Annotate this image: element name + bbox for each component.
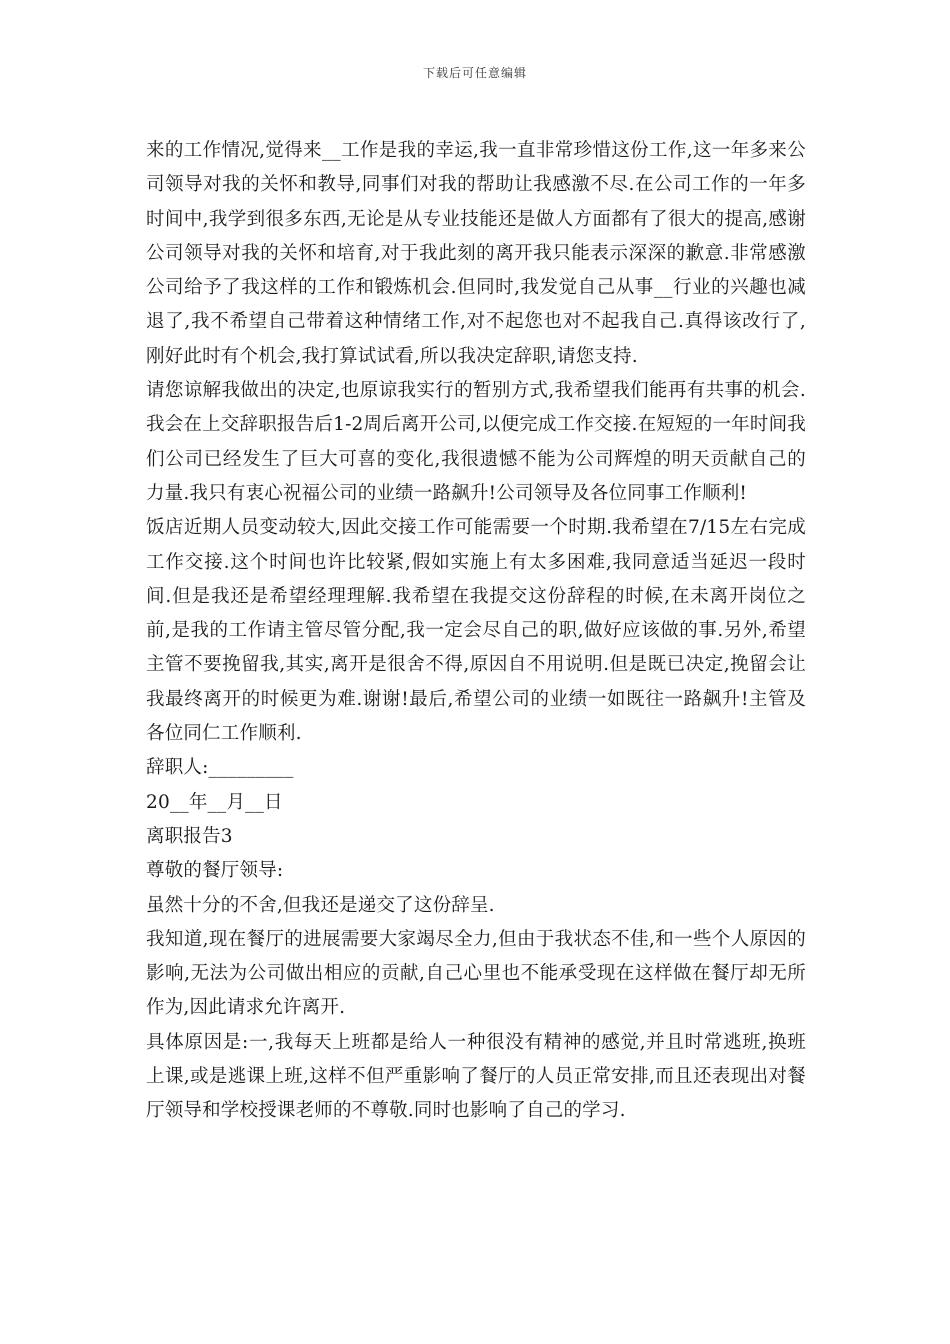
- paragraph-specific-reasons: 具体原因是:一,我每天上班都是给人一种很没有精神的感觉,并且时常逃班,换班上课,或是逃课上班,这样不但严重影响了餐厅的人员正常安排,而且还表现出对餐厅领导和学校授课老师的不尊敬.同时也影响了自己的学习.: [146, 1031, 806, 1122]
- paragraph-handover: 饭店近期人员变动较大,因此交接工作可能需要一个时期.我希望在7/15左右完成工作交接.这个时间也许比较紧,假如实施上有太多困难,我同意适当延迟一段时间.但是我还是希望经理理解.我希望在我提交这份辞程的时候,在未离开岗位之前,是我的工作请主管尽管分配,我一定会尽自己的职,做好应该做的事.另外,希望主管不要挽留我,其实,离开是很舍不得,原因自不用说明.但是既已决定,挽留会让我最终离开的时候更为难.谢谢!最后,希望公司的业绩一如既往一路飙升!主管及各位同仁工作顺利.: [146, 517, 806, 745]
- document-body: [146, 134, 806, 1129]
- section-title-resignation-report-3: 离职报告3: [146, 825, 233, 847]
- paragraph-work-gratitude: 来的工作情况,觉得来__工作是我的幸运,我一直非常珍惜这份工作,这一年多来公司领导对我的关怀和教导,同事们对我的帮助让我感激不尽.在公司工作的一年多时间中,我学到很多东西,无论是从专业技能还是做人方面都有了很大的提高,感谢公司领导对我的关怀和培育,对于我此刻的离开我只能表示深深的歉意.非常感激公司给予了我这样的工作和锻炼机会.但同时,我发觉自己从事__行业的兴趣也减退了,我不希望自己带着这种情绪工作,对不起您也对不起我自己.真得该改行了,刚好此时有个机会,我打算试试看,所以我决定辞职,请您支持.: [146, 140, 806, 367]
- paragraph-reluctance: 虽然十分的不舍,但我还是递交了这份辞呈.: [146, 894, 495, 916]
- paragraph-reason-intro: 我知道,现在餐厅的进展需要大家竭尽全力,但由于我状态不佳,和一些个人原因的影响,无法为公司做出相应的贡献,自己心里也不能承受现在这样做在餐厅却无所作为,因此请求允许离开.: [146, 928, 806, 1019]
- date-line: 20__年__月__日: [146, 791, 283, 813]
- salutation: 尊敬的餐厅领导:: [146, 860, 284, 882]
- paragraph-understanding: 请您谅解我做出的决定,也原谅我实行的暂别方式,我希望我们能再有共事的机会.我会在上交辞职报告后1-2周后离开公司,以便完成工作交接.在短短的一年时间我们公司已经发生了巨大可喜的变化,我很遗憾不能为公司辉煌的明天贡献自己的力量.我只有衷心祝福公司的业绩一路飙升!公司领导及各位同事工作顺利!: [146, 380, 806, 504]
- resignee-signature-line: 辞职人:_________: [146, 757, 294, 779]
- page-header-note: 下载后可任意编辑: [422, 66, 527, 80]
